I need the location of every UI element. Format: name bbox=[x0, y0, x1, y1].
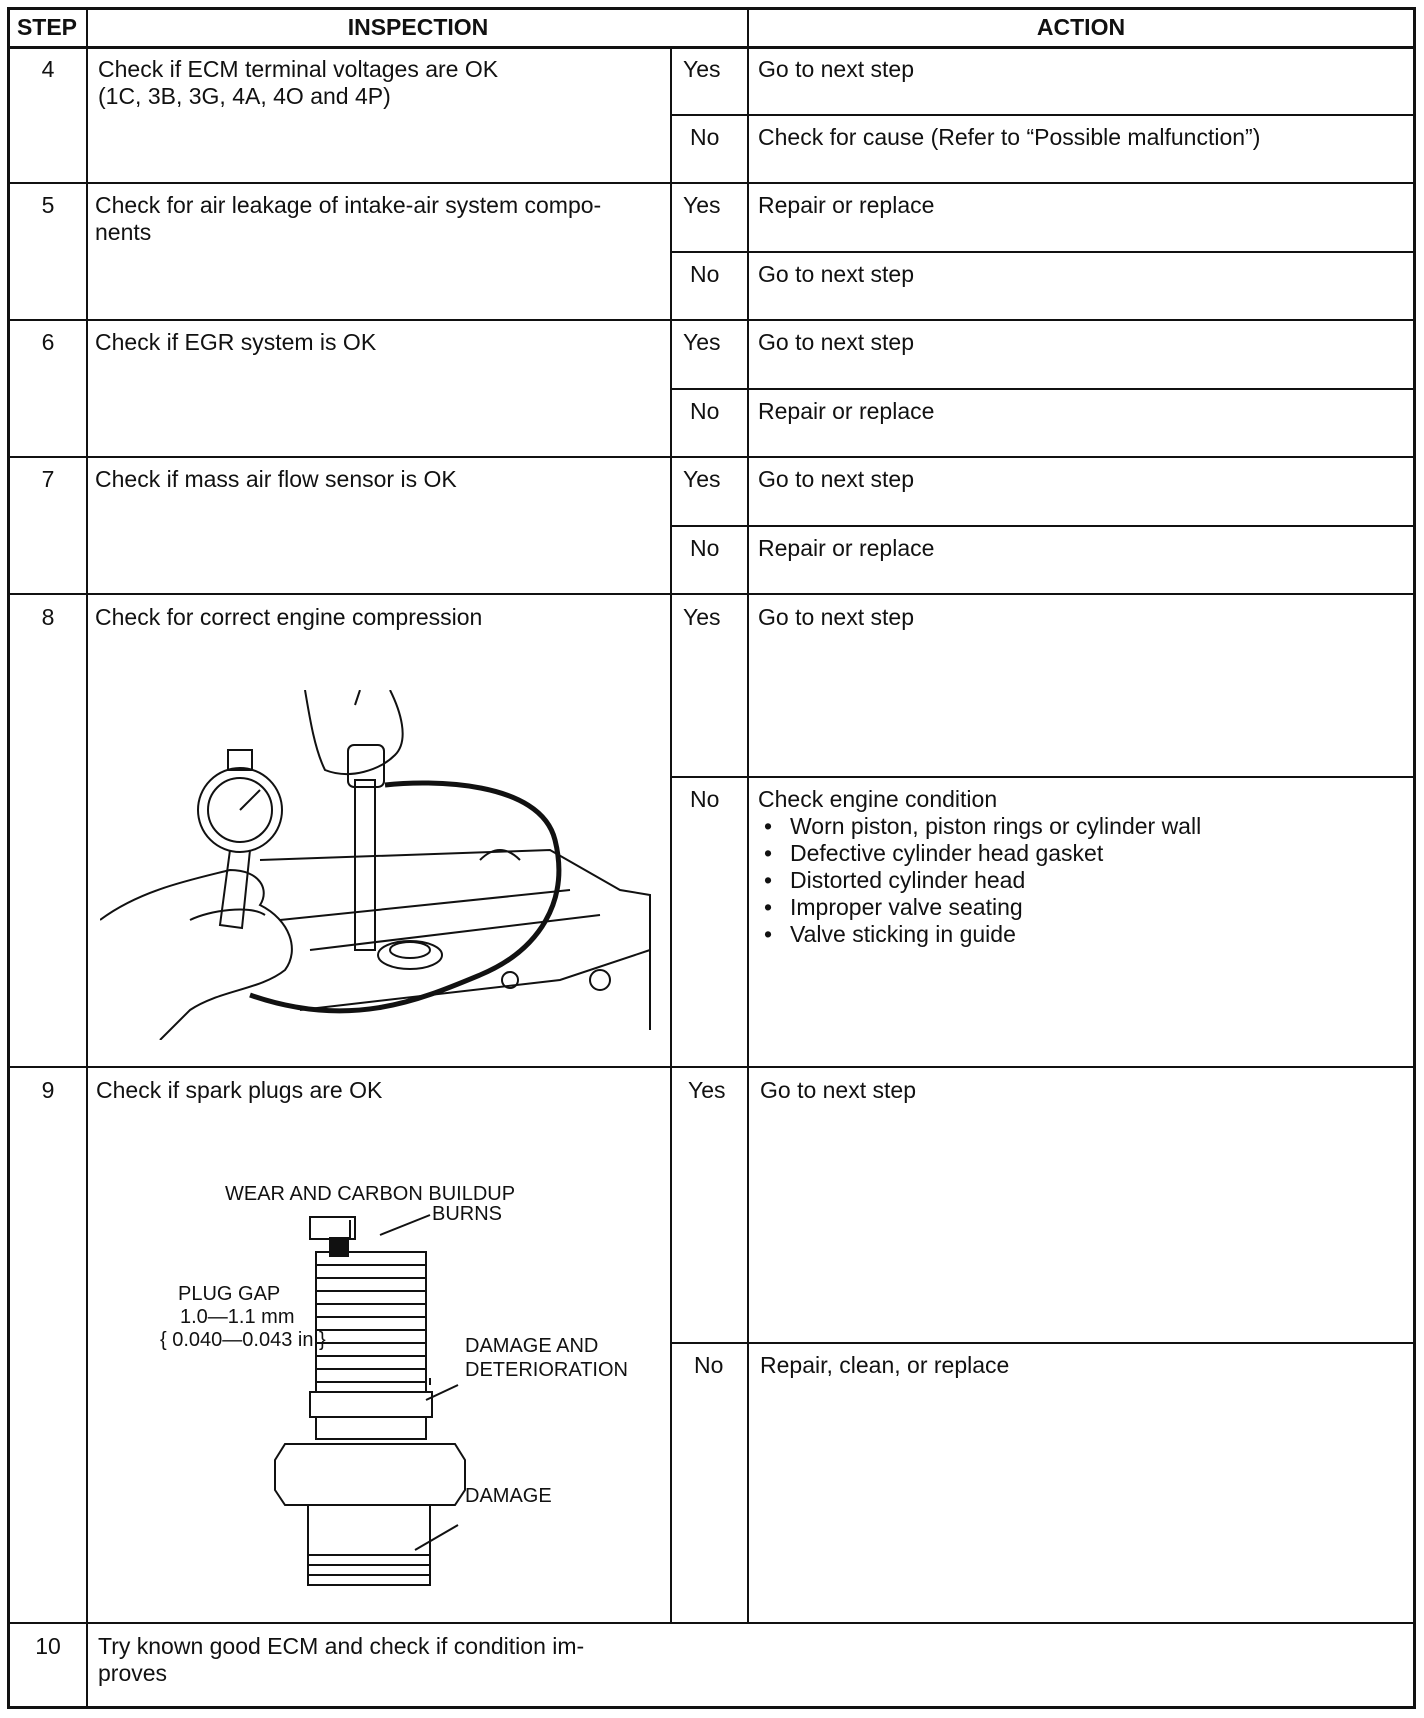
label-gap-in: { 0.040—0.043 in } bbox=[160, 1329, 326, 1351]
yes-label: Yes bbox=[683, 56, 721, 82]
yesno-divider bbox=[670, 1342, 1416, 1344]
yesno-divider bbox=[670, 114, 1416, 116]
row-divider bbox=[7, 182, 1416, 184]
row-divider bbox=[7, 1066, 1416, 1068]
yesno-divider bbox=[670, 251, 1416, 253]
step-number: 10 bbox=[35, 1633, 61, 1659]
yes-action: Go to next step bbox=[758, 604, 914, 630]
spark-plug-illustration bbox=[160, 1160, 660, 1600]
table-border-right bbox=[1413, 7, 1416, 1709]
label-damage-det-2: DETERIORATION bbox=[465, 1359, 628, 1381]
no-action: Repair or replace bbox=[758, 535, 935, 561]
step-number: 9 bbox=[41, 1077, 55, 1103]
yes-label: Yes bbox=[683, 604, 721, 630]
row-divider bbox=[7, 319, 1416, 321]
yesno-divider bbox=[670, 776, 1416, 778]
row-divider bbox=[7, 1622, 1416, 1624]
yesno-divider bbox=[670, 388, 1416, 390]
step-number: 8 bbox=[41, 604, 55, 630]
no-action bbox=[758, 786, 1398, 948]
label-burns: BURNS bbox=[432, 1203, 503, 1225]
yes-label: Yes bbox=[688, 1077, 726, 1103]
yes-action: Go to next step bbox=[760, 1077, 916, 1103]
no-action: Repair or replace bbox=[758, 398, 935, 424]
compression-gauge-illustration bbox=[100, 690, 660, 1040]
step-number: 4 bbox=[41, 56, 55, 82]
no-action: Check for cause (Refer to “Possible malfunction”) bbox=[758, 124, 1261, 150]
no-label: No bbox=[690, 535, 720, 561]
no-label: No bbox=[690, 786, 720, 812]
inspection-text: Check if ECM terminal voltages are OK (1C, 3B, 3G, 4A, 4O and 4P) bbox=[98, 56, 499, 109]
header-divider bbox=[7, 46, 1416, 49]
yes-action: Repair or replace bbox=[758, 192, 935, 218]
label-gap-mm: 1.0—1.1 mm bbox=[180, 1306, 295, 1328]
yesno-divider bbox=[670, 525, 1416, 527]
col-divider-step bbox=[86, 7, 88, 1709]
row-divider bbox=[7, 593, 1416, 595]
table-border-bottom bbox=[7, 1706, 1416, 1709]
no-label: No bbox=[690, 261, 720, 287]
no-label: No bbox=[694, 1352, 724, 1378]
list-item: • Worn piston, piston rings or cylinder wall bbox=[758, 813, 1398, 840]
no-action-heading: Check engine condition bbox=[758, 786, 998, 812]
no-action: Repair, clean, or replace bbox=[760, 1352, 1010, 1378]
yes-label: Yes bbox=[683, 466, 721, 492]
step-number: 6 bbox=[41, 329, 55, 355]
yes-action: Go to next step bbox=[758, 329, 914, 355]
no-label: No bbox=[690, 124, 720, 150]
list-item: • Defective cylinder head gasket bbox=[758, 840, 1398, 867]
header-step: STEP bbox=[16, 14, 78, 40]
no-action: Go to next step bbox=[758, 261, 914, 287]
list-item: • Distorted cylinder head bbox=[758, 867, 1398, 894]
inspection-text: Check for air leakage of intake-air system compo- nents bbox=[95, 192, 602, 245]
inspection-text: Check if EGR system is OK bbox=[95, 329, 377, 355]
table-border-top bbox=[7, 7, 1416, 10]
list-item: • Improper valve seating bbox=[758, 894, 1398, 921]
yes-action: Go to next step bbox=[758, 466, 914, 492]
yes-action: Go to next step bbox=[758, 56, 914, 82]
row-divider bbox=[7, 456, 1416, 458]
inspection-text: Check for correct engine compression bbox=[95, 604, 483, 630]
step-number: 7 bbox=[41, 466, 55, 492]
yes-label: Yes bbox=[683, 329, 721, 355]
label-damage: DAMAGE bbox=[465, 1485, 552, 1507]
header-action: ACTION bbox=[1036, 14, 1126, 40]
step-number: 5 bbox=[41, 192, 55, 218]
label-plug-gap: PLUG GAP bbox=[178, 1283, 281, 1305]
col-divider-yesno bbox=[670, 47, 672, 1624]
label-wear: WEAR AND CARBON BUILDUP bbox=[225, 1183, 516, 1205]
label-damage-det-1: DAMAGE AND bbox=[465, 1335, 599, 1357]
engine-condition-list bbox=[758, 813, 1398, 948]
header-inspection: INSPECTION bbox=[347, 14, 489, 40]
no-label: No bbox=[690, 398, 720, 424]
yes-label: Yes bbox=[683, 192, 721, 218]
inspection-text: Try known good ECM and check if condition im- proves bbox=[98, 1633, 585, 1686]
list-item: • Valve sticking in guide bbox=[758, 921, 1398, 948]
col-divider-action bbox=[747, 7, 749, 1624]
inspection-text: Check if spark plugs are OK bbox=[96, 1077, 383, 1103]
inspection-text: Check if mass air flow sensor is OK bbox=[95, 466, 457, 492]
table-border-left bbox=[7, 7, 10, 1709]
